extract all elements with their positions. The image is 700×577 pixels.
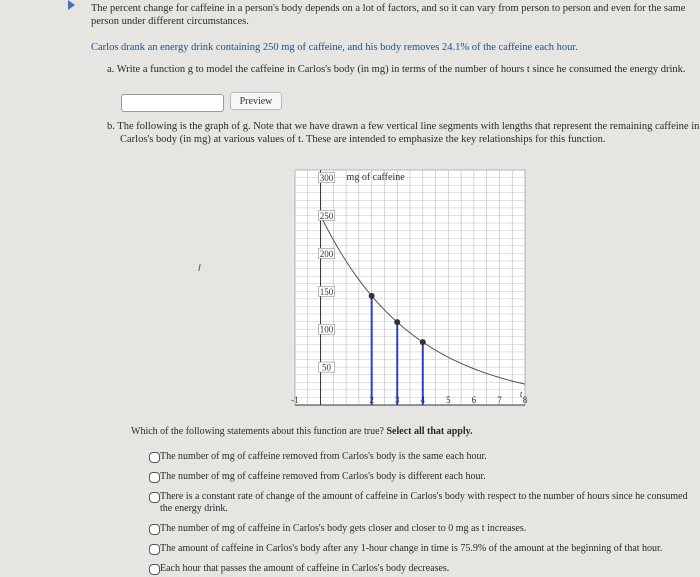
x-tick-label: 4 <box>420 395 426 405</box>
x-tick-label: 6 <box>471 395 477 405</box>
y-tick-label: 200 <box>319 248 334 259</box>
option-checkbox[interactable] <box>149 452 160 463</box>
part-b-prompt-line1: b. The following is the graph of g. Note that we have drawn a few vertical line segments with lengths that represent the remaining caffeine in <box>107 121 700 132</box>
x-tick-label: 7 <box>497 395 502 405</box>
intro-text-line1: The percent change for caffeine in a person's body depends on a lot of factors, and so it can vary from person to person and even for the same <box>91 3 686 14</box>
x-tick-label: 8 <box>522 395 528 405</box>
option-checkbox[interactable] <box>149 492 160 503</box>
option-label[interactable]: The number of mg of caffeine removed from Carlos's body is different each hour. <box>160 471 486 482</box>
question-instruction: Select all that apply. <box>386 426 473 437</box>
question-prompt-text: Which of the following statements about this function are true? <box>131 426 384 437</box>
scenario-text: Carlos drank an energy drink containing 250 mg of caffeine, and his body removes 24.1% of the caffeine each hour. <box>91 42 578 53</box>
option-label[interactable]: Each hour that passes the amount of caffeine in Carlos's body decreases. <box>160 563 450 574</box>
y-axis-title: mg of caffeine <box>346 172 405 183</box>
x-tick-label: 5 <box>446 395 451 405</box>
option-checkbox[interactable] <box>149 524 160 535</box>
x-axis-title: t <box>519 389 523 399</box>
option-label[interactable]: the energy drink. <box>160 503 228 514</box>
part-a-prompt: a. Write a function g to model the caffeine in Carlos's body (in mg) in terms of the number of hours t since he consumed the energy drink. <box>107 64 686 75</box>
question-prompt <box>131 426 473 438</box>
x-tick-label: 2 <box>369 395 374 405</box>
data-point <box>420 339 426 345</box>
y-tick-label: 100 <box>319 324 334 335</box>
intro-text-line2: person under different circumstances. <box>91 16 249 27</box>
preview-button[interactable]: Preview <box>230 92 282 110</box>
option-checkbox[interactable] <box>149 564 160 575</box>
option-checkbox[interactable] <box>149 472 160 483</box>
x-tick-label: 3 <box>394 395 400 405</box>
data-point <box>369 293 375 299</box>
option-label[interactable]: The amount of caffeine in Carlos's body after any 1-hour change in time is 75.9% of the amount at the beginning of that hour. <box>160 543 663 554</box>
option-checkbox[interactable] <box>149 544 160 555</box>
option-label[interactable]: There is a constant rate of change of the amount of caffeine in Carlos's body with respect to the number of hours since he consumed <box>160 491 688 502</box>
option-label[interactable]: The number of mg of caffeine removed from Carlos's body is the same each hour. <box>160 451 487 462</box>
x-tick-label: -1 <box>291 395 299 405</box>
y-tick-label: 150 <box>319 286 334 297</box>
caffeine-graph <box>290 160 530 415</box>
expand-triangle-icon[interactable] <box>68 0 75 10</box>
y-tick-label: 300 <box>319 173 334 184</box>
data-point <box>394 319 400 325</box>
function-answer-input[interactable] <box>121 94 224 112</box>
stray-mark <box>198 264 200 271</box>
part-b-prompt-line2: Carlos's body (in mg) at various values of t. These are intended to emphasize the key relationships for this function. <box>120 134 606 145</box>
y-tick-label: 250 <box>319 210 334 221</box>
option-label[interactable]: The number of mg of caffeine in Carlos's body gets closer and closer to 0 mg as t increases. <box>160 523 527 534</box>
y-tick-label: 50 <box>322 362 332 373</box>
